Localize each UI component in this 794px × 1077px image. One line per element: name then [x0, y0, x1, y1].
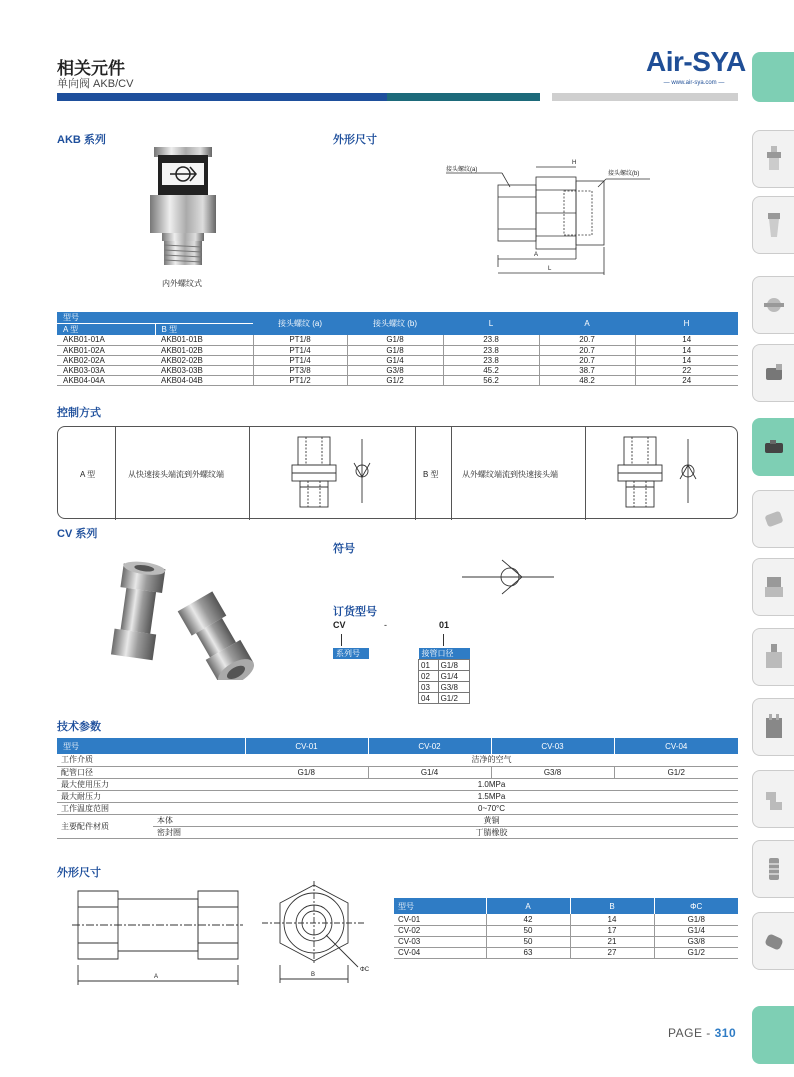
side-tab-elbow[interactable] — [752, 770, 794, 828]
port-option-cell: G1/4 — [438, 671, 469, 682]
symbol-title: 符号 — [333, 543, 355, 555]
control-divider — [249, 427, 250, 520]
table-row — [394, 914, 738, 925]
cv-product-image — [100, 556, 260, 680]
table-cell: 45.2 — [443, 365, 539, 375]
table-cell: G1/8 — [347, 335, 443, 345]
tech-header-cv01: CV-01 — [245, 738, 368, 754]
table-row — [394, 936, 738, 947]
side-tab-muffler[interactable] — [752, 840, 794, 898]
control-divider — [451, 427, 452, 520]
table-cell: 23.8 — [443, 355, 539, 365]
table-cell: G1/8 — [347, 345, 443, 355]
port-option-cell: G1/2 — [438, 693, 469, 704]
tech-header-cv03: CV-03 — [491, 738, 614, 754]
table-row — [57, 375, 738, 385]
table-row — [57, 335, 738, 345]
table-cell: AKB02-02A — [57, 355, 155, 365]
check-valve-symbol — [460, 556, 556, 598]
solenoid-icon — [762, 572, 786, 602]
header-bar-blue — [57, 93, 387, 101]
control-divider — [415, 427, 416, 520]
table-cell: 22 — [635, 365, 738, 375]
control-box — [57, 426, 738, 519]
table-cell: G3/8 — [654, 936, 738, 947]
table-cell: G1/2 — [654, 947, 738, 958]
side-tab-lubricator[interactable] — [752, 196, 794, 254]
cv-dims-table — [394, 898, 738, 959]
table-row — [394, 947, 738, 958]
side-tab-regulator[interactable] — [752, 276, 794, 334]
page-label: PAGE - — [668, 1026, 715, 1040]
tech-header-model: 型号 — [57, 738, 245, 754]
tech-header-cv04: CV-04 — [614, 738, 738, 754]
control-divider — [115, 427, 116, 520]
table-cell: PT1/8 — [253, 335, 347, 345]
table-cell: 48.2 — [539, 375, 635, 385]
side-tab-block[interactable] — [752, 698, 794, 756]
series-label: 系列号 — [333, 648, 369, 659]
table-cell: 14 — [635, 335, 738, 345]
control-a-desc: 从快速接头端流到外螺纹端 — [128, 470, 224, 479]
table-cell: 56.2 — [443, 375, 539, 385]
brand-logo: Air-SYA — [646, 46, 746, 77]
list-item — [419, 671, 470, 682]
table-cell: 21 — [570, 936, 654, 947]
page-number-value: 310 — [714, 1026, 737, 1040]
tech-spec-table — [57, 738, 738, 839]
control-a-diagram — [284, 435, 380, 511]
table-cell: 20.7 — [539, 345, 635, 355]
table-cell: G3/8 — [347, 365, 443, 375]
table-cell: G1/4 — [347, 355, 443, 365]
table-cell: AKB01-01A — [57, 335, 155, 345]
side-tab-solenoid[interactable] — [752, 558, 794, 616]
table-cell: 24 — [635, 375, 738, 385]
table-cell: 20.7 — [539, 335, 635, 345]
cv-dim-label-a: A — [154, 974, 159, 980]
table-cell: 50 — [486, 925, 570, 936]
table-cell: 63 — [486, 947, 570, 958]
order-dash: - — [384, 620, 387, 630]
tech-temp-label: 工作温度范围 — [57, 802, 245, 814]
table-cell: 14 — [635, 355, 738, 365]
table-cell: 23.8 — [443, 335, 539, 345]
page-title: 相关元件 — [57, 59, 125, 78]
akb-product-image — [140, 145, 230, 275]
port-option-cell: 02 — [419, 671, 439, 682]
akb-header-a-type: A 型 — [57, 324, 155, 336]
tech-body: 黄铜 — [245, 814, 738, 826]
cv-dims-header-a: A — [486, 898, 570, 914]
akb-header-col-0: 接头螺纹 (a) — [253, 312, 347, 335]
valve-icon — [762, 926, 786, 956]
side-tab-silencer[interactable] — [752, 490, 794, 548]
port-label: 接管口径 — [419, 648, 470, 660]
control-a-type: A 型 — [80, 470, 96, 479]
control-title: 控制方式 — [57, 407, 101, 419]
table-cell: CV-01 — [394, 914, 486, 925]
list-item — [419, 660, 470, 671]
table-cell: AKB03-03A — [57, 365, 155, 375]
port-option-cell: G3/8 — [438, 682, 469, 693]
akb-header-b-type: B 型 — [155, 324, 253, 336]
table-cell: CV-02 — [394, 925, 486, 936]
filter-icon — [762, 144, 786, 174]
top-tab — [752, 52, 794, 102]
table-cell: 17 — [570, 925, 654, 936]
table-cell: 38.7 — [539, 365, 635, 375]
order-prefix: CV — [333, 620, 346, 630]
table-cell: 14 — [635, 345, 738, 355]
cv-dims-header-c: ΦC — [654, 898, 738, 914]
akb-dims-title: 外形尺寸 — [333, 134, 377, 146]
muffler-icon — [762, 854, 786, 884]
control-b-diagram — [610, 435, 706, 511]
header-bar-teal — [387, 93, 540, 101]
cylinder-icon — [762, 642, 786, 672]
table-cell: PT1/4 — [253, 355, 347, 365]
page-subtitle: 单向阀 AKB/CV — [57, 78, 134, 90]
akb-header-col-1: 接头螺纹 (b) — [347, 312, 443, 335]
cv-dims-title: 外形尺寸 — [57, 867, 101, 879]
side-tab-cylinder[interactable] — [752, 628, 794, 686]
akb-dim-label-h: H — [572, 160, 577, 166]
order-connector — [443, 634, 444, 646]
table-cell: CV-03 — [394, 936, 486, 947]
tech-body-label: 本体 — [153, 814, 245, 826]
akb-spec-table — [57, 312, 738, 386]
table-cell: AKB04-04A — [57, 375, 155, 385]
list-item — [419, 682, 470, 693]
table-cell: 14 — [570, 914, 654, 925]
tech-proof-pressure: 1.5MPa — [245, 790, 738, 802]
side-tab-filter[interactable] — [752, 130, 794, 188]
cv-side-drawing — [70, 885, 245, 987]
akb-dim-label-a: A — [534, 252, 539, 258]
tech-port-label: 配管口径 — [57, 766, 245, 778]
table-row — [57, 345, 738, 355]
table-cell: G1/4 — [654, 925, 738, 936]
table-row — [57, 365, 738, 375]
control-b-type: B 型 — [423, 470, 439, 479]
table-row — [57, 355, 738, 365]
elbow-icon — [762, 784, 786, 814]
table-cell: 50 — [486, 936, 570, 947]
order-connector — [341, 634, 342, 646]
akb-dim-label-thread-b: 接头螺纹(b) — [608, 171, 640, 177]
cv-dim-label-c: ΦC — [360, 967, 370, 973]
order-title: 订货型号 — [333, 606, 377, 618]
tech-port-cv03: G3/8 — [491, 766, 614, 778]
cv-dim-label-b: B — [311, 972, 316, 978]
akb-header-col-4: H — [635, 312, 738, 335]
port-option-cell: 04 — [419, 693, 439, 704]
tech-seal: 丁腈橡胶 — [245, 826, 738, 838]
akb-header-model: 型号 — [57, 312, 253, 324]
table-cell: G1/2 — [347, 375, 443, 385]
table-cell: 23.8 — [443, 345, 539, 355]
bottom-tab — [752, 1006, 794, 1064]
port-option-cell: 01 — [419, 660, 439, 671]
tech-port-cv02: G1/4 — [368, 766, 491, 778]
table-cell: PT3/8 — [253, 365, 347, 375]
tech-port-cv01: G1/8 — [245, 766, 368, 778]
akb-image-caption: 内外螺纹式 — [162, 279, 202, 288]
tech-header-cv02: CV-02 — [368, 738, 491, 754]
cv-dims-header-model: 型号 — [394, 898, 486, 914]
table-cell: 27 — [570, 947, 654, 958]
list-item — [419, 693, 470, 704]
table-cell: AKB03-03B — [155, 365, 253, 375]
block-icon — [762, 712, 786, 742]
akb-dim-label-thread-a: 接头螺纹(a) — [446, 167, 478, 173]
table-cell: AKB01-02B — [155, 345, 253, 355]
akb-section-title: AKB 系列 — [57, 134, 106, 146]
control-divider — [585, 427, 586, 520]
table-row — [394, 925, 738, 936]
akb-dimension-drawing — [440, 155, 660, 280]
akb-dim-label-l: L — [548, 266, 552, 272]
tech-material-label: 主要配件材质 — [57, 814, 153, 838]
tech-medium-label: 工作介质 — [57, 754, 245, 766]
table-cell: AKB02-02B — [155, 355, 253, 365]
table-cell: PT1/4 — [253, 345, 347, 355]
table-cell: AKB04-04B — [155, 375, 253, 385]
check-valve-icon — [762, 432, 786, 462]
cv-dims-header-b: B — [570, 898, 654, 914]
header-bar-gray — [552, 93, 738, 101]
side-tab-valve[interactable] — [752, 912, 794, 970]
tech-proof-pressure-label: 最大耐压力 — [57, 790, 245, 802]
side-tab-check-valve[interactable] — [752, 418, 794, 476]
silencer-icon — [762, 504, 786, 534]
cv-section-title: CV 系列 — [57, 528, 98, 540]
port-size-table — [418, 648, 470, 704]
regulator-icon — [762, 290, 786, 320]
tech-temp: 0~70°C — [245, 802, 738, 814]
table-cell: CV-04 — [394, 947, 486, 958]
tech-medium-value: 洁净的空气 — [245, 754, 738, 766]
table-cell: PT1/2 — [253, 375, 347, 385]
table-cell: AKB01-01B — [155, 335, 253, 345]
tech-max-pressure-label: 最大使用压力 — [57, 778, 245, 790]
akb-header-col-2: L — [443, 312, 539, 335]
port-option-cell: 03 — [419, 682, 439, 693]
lubricator-icon — [762, 210, 786, 240]
tech-max-pressure: 1.0MPa — [245, 778, 738, 790]
control-b-desc: 从外螺纹端流到快速接头端 — [462, 470, 558, 479]
order-code: 01 — [439, 620, 450, 630]
fitting-icon — [762, 358, 786, 388]
tech-port-cv04: G1/2 — [614, 766, 738, 778]
page-number — [668, 1026, 736, 1040]
table-cell: 20.7 — [539, 355, 635, 365]
table-cell: G1/8 — [654, 914, 738, 925]
table-cell: AKB01-02A — [57, 345, 155, 355]
cv-end-drawing — [262, 881, 374, 987]
akb-header-col-3: A — [539, 312, 635, 335]
port-option-cell: G1/8 — [438, 660, 469, 671]
side-tab-fitting[interactable] — [752, 344, 794, 402]
brand-url: — www.air-sya.com — — [663, 80, 725, 86]
tech-seal-label: 密封圈 — [153, 826, 245, 838]
table-cell: 42 — [486, 914, 570, 925]
tech-title: 技术参数 — [57, 721, 101, 733]
